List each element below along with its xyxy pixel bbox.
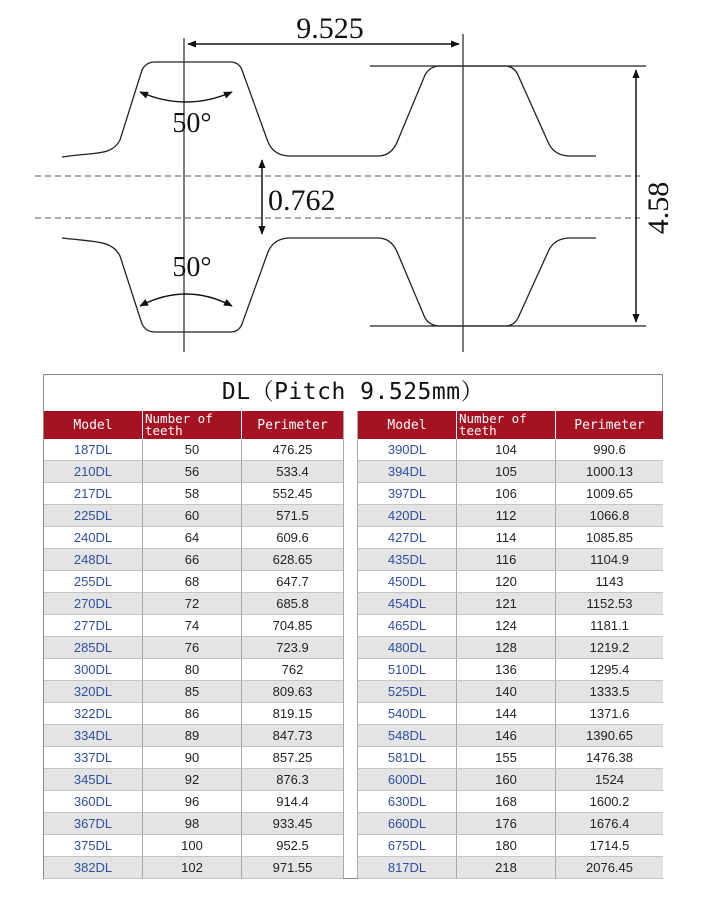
table-header-left: [44, 411, 343, 439]
lower-tooth-profile: [62, 238, 596, 332]
table-row: [44, 857, 343, 879]
table-left-half: [44, 411, 343, 879]
table-row: [358, 659, 663, 681]
teeth-cell: 74: [143, 615, 242, 637]
teeth-cell: 168: [457, 791, 556, 813]
model-cell: 540DL: [358, 703, 457, 725]
header-model: Model: [358, 411, 457, 439]
perimeter-cell: 1476.38: [556, 747, 663, 769]
teeth-cell: 92: [143, 769, 242, 791]
teeth-cell: 116: [457, 549, 556, 571]
table-row: [358, 769, 663, 791]
table-row: [44, 571, 343, 593]
table-title: DL（Pitch 9.525mm）: [221, 379, 485, 405]
table-row: [358, 593, 663, 615]
table-row: [358, 813, 663, 835]
table-row: [44, 615, 343, 637]
teeth-cell: 86: [143, 703, 242, 725]
model-cell: 817DL: [358, 857, 457, 879]
teeth-cell: 89: [143, 725, 242, 747]
table-row: [44, 483, 343, 505]
perimeter-cell: 1295.4: [556, 659, 663, 681]
perimeter-cell: 1152.53: [556, 593, 663, 615]
model-cell: 367DL: [44, 813, 143, 835]
model-cell: 510DL: [358, 659, 457, 681]
table-row: [358, 439, 663, 461]
perimeter-cell: 1085.85: [556, 527, 663, 549]
teeth-cell: 60: [143, 505, 242, 527]
model-cell: 630DL: [358, 791, 457, 813]
table-row: [358, 703, 663, 725]
perimeter-cell: 809.63: [242, 681, 343, 703]
angle-arc-bottom: [140, 294, 232, 306]
upper-tooth-profile: [62, 62, 596, 157]
teeth-cell: 155: [457, 747, 556, 769]
perimeter-cell: 1066.8: [556, 505, 663, 527]
table-row: [358, 461, 663, 483]
model-cell: 255DL: [44, 571, 143, 593]
perimeter-cell: 552.45: [242, 483, 343, 505]
table-row: [358, 615, 663, 637]
table-row: [358, 681, 663, 703]
model-cell: 420DL: [358, 505, 457, 527]
teeth-cell: 96: [143, 791, 242, 813]
perimeter-cell: 847.73: [242, 725, 343, 747]
table-right-half: [358, 411, 663, 879]
model-cell: 454DL: [358, 593, 457, 615]
teeth-cell: 66: [143, 549, 242, 571]
tooth-profile-diagram: [0, 0, 714, 360]
teeth-cell: 80: [143, 659, 242, 681]
table-row: [358, 483, 663, 505]
model-cell: 548DL: [358, 725, 457, 747]
teeth-cell: 136: [457, 659, 556, 681]
table-row: [358, 791, 663, 813]
teeth-cell: 146: [457, 725, 556, 747]
teeth-cell: 128: [457, 637, 556, 659]
header-perimeter: Perimeter: [574, 417, 645, 433]
table-row: [44, 791, 343, 813]
model-cell: 320DL: [44, 681, 143, 703]
perimeter-cell: 1219.2: [556, 637, 663, 659]
perimeter-cell: 819.15: [242, 703, 343, 725]
model-cell: 382DL: [44, 857, 143, 879]
perimeter-cell: 990.6: [556, 439, 663, 461]
perimeter-cell: 2076.45: [556, 857, 663, 879]
perimeter-cell: 914.4: [242, 791, 343, 813]
model-cell: 187DL: [44, 439, 143, 461]
perimeter-cell: 609.6: [242, 527, 343, 549]
header-model: Model: [44, 411, 143, 439]
perimeter-cell: 1390.65: [556, 725, 663, 747]
header-teeth: Number of teeth: [457, 411, 556, 439]
perimeter-cell: 1676.4: [556, 813, 663, 835]
table-row: [44, 703, 343, 725]
teeth-cell: 218: [457, 857, 556, 879]
perimeter-cell: 628.65: [242, 549, 343, 571]
table-row: [358, 549, 663, 571]
model-cell: 465DL: [358, 615, 457, 637]
model-cell: 277DL: [44, 615, 143, 637]
model-cell: 337DL: [44, 747, 143, 769]
teeth-cell: 56: [143, 461, 242, 483]
teeth-cell: 100: [143, 835, 242, 857]
table-body-right: [358, 439, 663, 879]
teeth-cell: 144: [457, 703, 556, 725]
table-row: [44, 549, 343, 571]
table-row: [44, 835, 343, 857]
model-cell: 270DL: [44, 593, 143, 615]
perimeter-cell: 1524: [556, 769, 663, 791]
table-header-right: [358, 411, 663, 439]
model-cell: 525DL: [358, 681, 457, 703]
teeth-cell: 180: [457, 835, 556, 857]
model-cell: 248DL: [44, 549, 143, 571]
table-row: [44, 725, 343, 747]
teeth-cell: 90: [143, 747, 242, 769]
model-cell: 210DL: [44, 461, 143, 483]
table-row: [358, 835, 663, 857]
thickness-label: 0.762: [268, 184, 336, 217]
table-row: [44, 747, 343, 769]
pitch-label: 9.525: [296, 12, 364, 45]
table-row: [358, 527, 663, 549]
teeth-cell: 98: [143, 813, 242, 835]
perimeter-cell: 971.55: [242, 857, 343, 879]
perimeter-cell: 1333.5: [556, 681, 663, 703]
model-cell: 300DL: [44, 659, 143, 681]
table-row: [44, 813, 343, 835]
perimeter-cell: 647.7: [242, 571, 343, 593]
perimeter-cell: 1714.5: [556, 835, 663, 857]
perimeter-cell: 952.5: [242, 835, 343, 857]
teeth-cell: 121: [457, 593, 556, 615]
table-body-left: [44, 439, 343, 879]
teeth-cell: 104: [457, 439, 556, 461]
model-cell: 394DL: [358, 461, 457, 483]
teeth-cell: 114: [457, 527, 556, 549]
perimeter-cell: 876.3: [242, 769, 343, 791]
table-row: [44, 461, 343, 483]
perimeter-cell: 1009.65: [556, 483, 663, 505]
table-row: [358, 571, 663, 593]
model-cell: 397DL: [358, 483, 457, 505]
teeth-cell: 58: [143, 483, 242, 505]
header-teeth: Number of teeth: [143, 411, 242, 439]
model-cell: 375DL: [44, 835, 143, 857]
model-cell: 480DL: [358, 637, 457, 659]
table-row: [44, 659, 343, 681]
table-row: [44, 681, 343, 703]
model-cell: 360DL: [44, 791, 143, 813]
table-row: [44, 439, 343, 461]
teeth-cell: 85: [143, 681, 242, 703]
teeth-cell: 64: [143, 527, 242, 549]
model-cell: 322DL: [44, 703, 143, 725]
teeth-cell: 50: [143, 439, 242, 461]
table-row: [358, 637, 663, 659]
teeth-cell: 176: [457, 813, 556, 835]
perimeter-cell: 1000.13: [556, 461, 663, 483]
model-cell: 390DL: [358, 439, 457, 461]
model-cell: 345DL: [44, 769, 143, 791]
header-perimeter: Perimeter: [257, 417, 328, 433]
model-cell: 225DL: [44, 505, 143, 527]
perimeter-cell: 1143: [556, 571, 663, 593]
perimeter-cell: 762: [242, 659, 343, 681]
perimeter-cell: 571.5: [242, 505, 343, 527]
teeth-cell: 102: [143, 857, 242, 879]
perimeter-cell: 1181.1: [556, 615, 663, 637]
table-row: [358, 857, 663, 879]
height-label: 4.58: [642, 181, 675, 235]
model-cell: 435DL: [358, 549, 457, 571]
perimeter-cell: 476.25: [242, 439, 343, 461]
teeth-cell: 124: [457, 615, 556, 637]
perimeter-cell: 1371.6: [556, 703, 663, 725]
perimeter-cell: 685.8: [242, 593, 343, 615]
teeth-cell: 160: [457, 769, 556, 791]
table-row: [358, 725, 663, 747]
perimeter-cell: 723.9: [242, 637, 343, 659]
angle-label-bottom: 50°: [172, 252, 212, 283]
teeth-cell: 105: [457, 461, 556, 483]
teeth-cell: 68: [143, 571, 242, 593]
perimeter-cell: 704.85: [242, 615, 343, 637]
model-cell: 334DL: [44, 725, 143, 747]
table-row: [44, 769, 343, 791]
model-cell: 581DL: [358, 747, 457, 769]
perimeter-cell: 1600.2: [556, 791, 663, 813]
table-row: [44, 637, 343, 659]
table-column-gap: [343, 411, 358, 878]
table-row: [44, 527, 343, 549]
angle-label-top: 50°: [172, 108, 212, 139]
perimeter-cell: 857.25: [242, 747, 343, 769]
table-row: [358, 747, 663, 769]
model-cell: 660DL: [358, 813, 457, 835]
angle-arc-top: [140, 92, 232, 102]
teeth-cell: 72: [143, 593, 242, 615]
model-cell: 450DL: [358, 571, 457, 593]
model-cell: 427DL: [358, 527, 457, 549]
perimeter-cell: 533.4: [242, 461, 343, 483]
teeth-cell: 120: [457, 571, 556, 593]
perimeter-cell: 1104.9: [556, 549, 663, 571]
model-cell: 240DL: [44, 527, 143, 549]
model-cell: 600DL: [358, 769, 457, 791]
teeth-cell: 106: [457, 483, 556, 505]
table-row: [44, 593, 343, 615]
teeth-cell: 140: [457, 681, 556, 703]
perimeter-cell: 933.45: [242, 813, 343, 835]
teeth-cell: 76: [143, 637, 242, 659]
table-row: [358, 505, 663, 527]
table-row: [44, 505, 343, 527]
dl-belt-table: [43, 374, 663, 879]
model-cell: 675DL: [358, 835, 457, 857]
model-cell: 217DL: [44, 483, 143, 505]
teeth-cell: 112: [457, 505, 556, 527]
model-cell: 285DL: [44, 637, 143, 659]
